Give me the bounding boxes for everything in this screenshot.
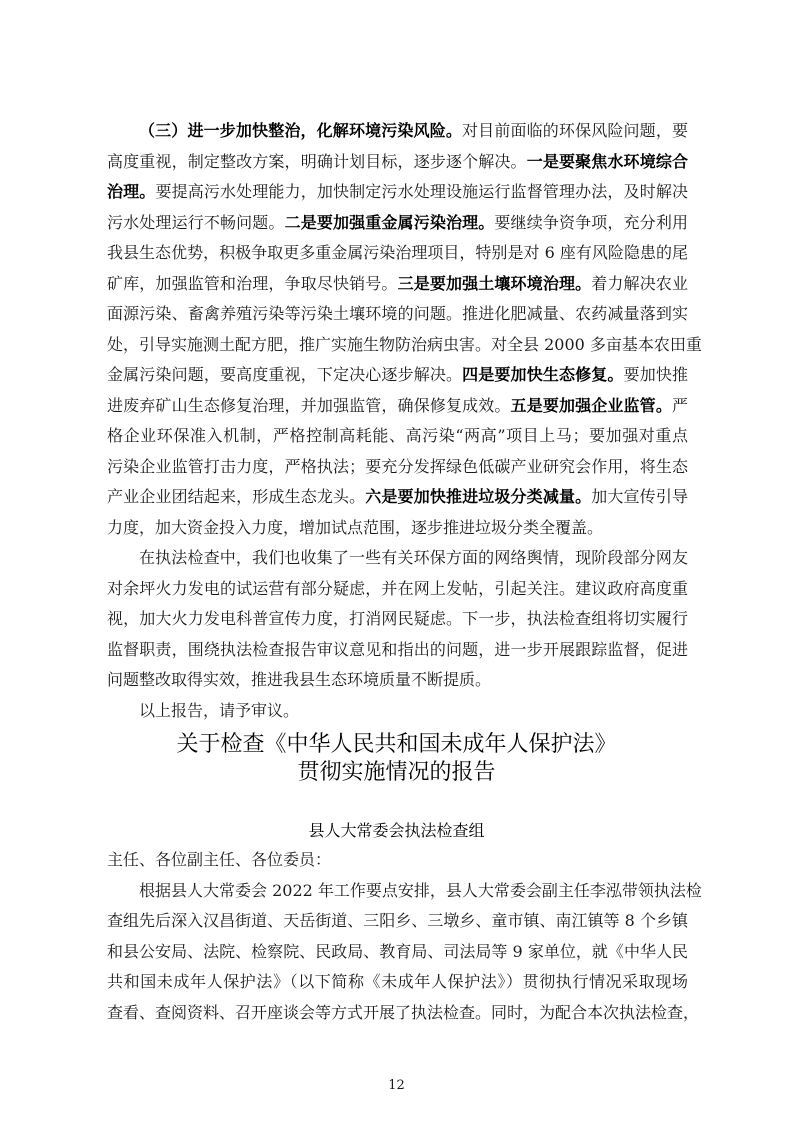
report-title-line-1: 关于检查《中华人民共和国未成年人保护法》 [176,732,617,757]
body-text: 对余坪火力发电的试运营有部分疑虑，并在网上发帖，引起关注。建议政府高度重 [107,578,688,598]
body-text: 力度，加大资金投入力度，增加试点范围，逐步推进垃圾分类全覆盖。 [107,517,604,537]
body-text: 查看、查阅资料、召开座谈会等方式开展了执法检查。同时，为配合本次执法检查， [107,1002,700,1022]
bold-heading-text: 二是要加强重金属污染治理。 [284,212,495,232]
report-title-line-2: 贯彻实施情况的报告 [297,760,496,785]
text-line [139,120,688,142]
text-line [107,334,702,356]
report-author: 县人大常委会执法检查组 [308,821,485,840]
body-text: 严 [671,395,688,415]
body-text: 和县公安局、法院、检察院、民政局、教育局、司法局等 9 家单位，就《中华人民 [107,941,688,961]
body-text: 监督职责，围绕执法检查报告审议意见和指出的问题，进一步开展跟踪监督，促进 [107,639,688,659]
body-text: 产业企业团结起来，形成生态龙头。 [107,487,366,506]
body-text: 对目前面临的环保风险问题，要 [462,121,688,140]
body-text: 在执法检查中，我们也收集了一些有关环保方面的网络舆情，现阶段部分网友 [139,548,688,567]
text-line [107,486,688,508]
text-line [107,608,688,630]
page-number: 12 [388,1078,405,1093]
text-line [107,941,688,963]
body-text: 共和国未成年人保护法》（以下简称《未成年人保护法》）贯彻执行情况采取现场 [107,972,688,991]
body-text: 查组先后深入汉昌街道、天岳街道、三阳乡、三墩乡、童市镇、南江镇等 8 个乡镇 [107,911,688,930]
bold-heading-text: 一是要聚焦水环境综合 [526,151,688,171]
text-line [107,456,688,478]
bold-heading-text: 六是要加快推进垃圾分类减量。 [365,487,592,506]
text-line [139,880,702,902]
text-line [107,212,688,234]
text-line [107,242,688,264]
text-line [107,425,688,447]
body-text: 要加快推 [623,365,688,384]
text-line [107,517,688,539]
text-line [107,971,688,993]
text-line [139,700,688,722]
bold-heading-text: 治理。 [107,182,156,201]
body-text: 以上报告，请予审议。 [139,700,300,720]
text-line [139,547,688,569]
body-text: 进废弃矿山生态修复治理，并加强监管，确保修复成效。 [107,395,511,415]
text-line [107,849,688,871]
text-line [107,395,688,417]
text-line [107,578,688,600]
bold-heading-text: 三是要加强土壤环境治理。 [397,273,592,293]
body-text: 问题整改取得实效，推进我县生态环境质量不断提质。 [107,670,492,689]
body-text: 根据县人大常委会 2022 年工作要点安排，县人大常委会副主任李泓带领执法检 [139,880,702,900]
body-text: 矿库，加强监管和治理，争取尽快销号。 [107,273,398,293]
bold-heading-text: 四是要加快生态修复。 [462,365,624,384]
body-text: 要继续争资争项，充分利用 [494,212,688,232]
text-line [107,639,688,661]
body-text: 我县生态优势，积极争取更多重金属污染治理项目，特别是对 6 座有风险隐患的尾 [107,243,688,262]
text-line [107,151,688,173]
body-text: 污水处理运行不畅问题。 [107,212,285,232]
bold-heading-text: （三）进一步加快整治，化解环境污染风险。 [139,121,463,140]
body-text: 要提高污水处理能力，加快制定污水处理设施运行监督管理办法，及时解决 [155,182,688,201]
body-text: 金属污染问题，要高度重视，下定决心逐步解决。 [107,365,463,384]
body-text: 主任、各位副主任、各位委员： [107,850,332,869]
body-text: 面源污染、畜禽养殖污染等污染土壤环境的问题。推进化肥减量、农药减量落到实 [107,304,688,323]
body-text: 加大宣传引导 [591,487,688,506]
text-line [107,1002,700,1024]
bold-heading-text: 五是要加强企业监管。 [510,395,672,415]
text-line [107,181,688,203]
body-text: 视，加大火力发电科普宣传力度，打消网民疑虑。下一步，执法检查组将切实履行 [107,609,688,628]
body-text: 污染企业监管打击力度，严格执法；要充分发挥绿色低碳产业研究会作用，将生态 [107,456,688,476]
text-line [107,303,688,325]
body-text: 高度重视，制定整改方案，明确计划目标，逐步逐个解决。 [107,151,527,171]
body-text: 着力解决农业 [591,273,688,293]
text-line [107,669,688,691]
text-line [107,364,688,386]
body-text: 格企业环保准入机制，严格控制高耗能、高污染“两高”项目上马；要加强对重点 [107,426,688,445]
text-line [107,273,688,295]
body-text: 处，引导实施测土配方肥，推广实施生物防治病虫害。对全县 2000 多亩基本农田重 [107,334,702,354]
text-line [107,910,688,932]
